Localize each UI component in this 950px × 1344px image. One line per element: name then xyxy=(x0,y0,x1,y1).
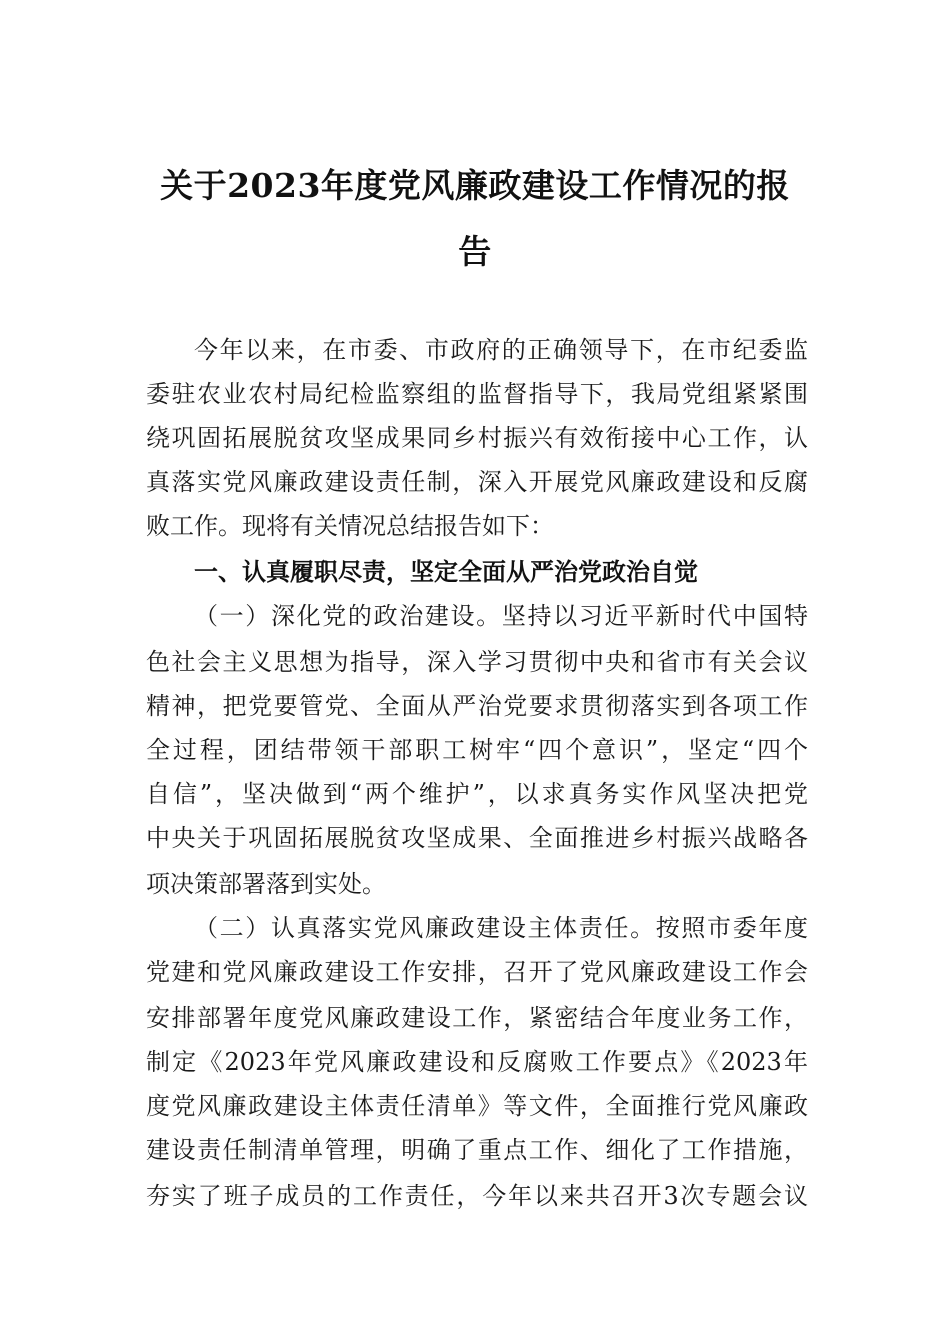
para-1-line-3: 精神，把党要管党、全面从严治党要求贯彻落实到各项工作 xyxy=(146,692,808,720)
section-1-heading: 一、认真履职尽责，坚定全面从严治党政治自觉 xyxy=(194,558,698,586)
para-2-line-5: 度党风廉政建设主体责任清单》等文件，全面推行党风廉政 xyxy=(146,1092,808,1120)
intro-line-5: 败工作。现将有关情况总结报告如下： xyxy=(146,512,554,540)
para-1-line-1: （一）深化党的政治建设。坚持以习近平新时代中国特 xyxy=(194,602,808,630)
para-2-line-4: 制定《2023年党风廉政建设和反腐败工作要点》《2023年 xyxy=(146,1048,808,1076)
document-title-line-2: 告 xyxy=(458,232,492,271)
para-1-line-4: 全过程，团结带领干部职工树牢“四个意识”，坚定“四个 xyxy=(146,736,808,764)
para-2-line-7: 夯实了班子成员的工作责任，今年以来共召开3次专题会议 xyxy=(146,1182,808,1210)
document-title-line-1: 关于2023年度党风廉政建设工作情况的报 xyxy=(160,166,790,205)
para-1-line-7: 项决策部署落到实处。 xyxy=(146,870,386,898)
para-2-line-1: （二）认真落实党风廉政建设主体责任。按照市委年度 xyxy=(194,914,808,942)
para-2-line-2: 党建和党风廉政建设工作安排，召开了党风廉政建设工作会 xyxy=(146,958,808,986)
para-1-line-6: 中央关于巩固拓展脱贫攻坚成果、全面推进乡村振兴战略各 xyxy=(146,824,808,852)
intro-line-1: 今年以来，在市委、市政府的正确领导下，在市纪委监 xyxy=(194,336,808,364)
intro-line-2: 委驻农业农村局纪检监察组的监督指导下，我局党组紧紧围 xyxy=(146,380,808,408)
para-2-line-3: 安排部署年度党风廉政建设工作，紧密结合年度业务工作， xyxy=(146,1004,808,1032)
para-1-line-2: 色社会主义思想为指导，深入学习贯彻中央和省市有关会议 xyxy=(146,648,808,676)
para-1-line-5: 自信”，坚决做到“两个维护”，以求真务实作风坚决把党 xyxy=(146,780,808,808)
para-2-line-6: 建设责任制清单管理，明确了重点工作、细化了工作措施， xyxy=(146,1136,808,1164)
intro-line-4: 真落实党风廉政建设责任制，深入开展党风廉政建设和反腐 xyxy=(146,468,808,496)
intro-line-3: 绕巩固拓展脱贫攻坚成果同乡村振兴有效衔接中心工作，认 xyxy=(146,424,808,452)
